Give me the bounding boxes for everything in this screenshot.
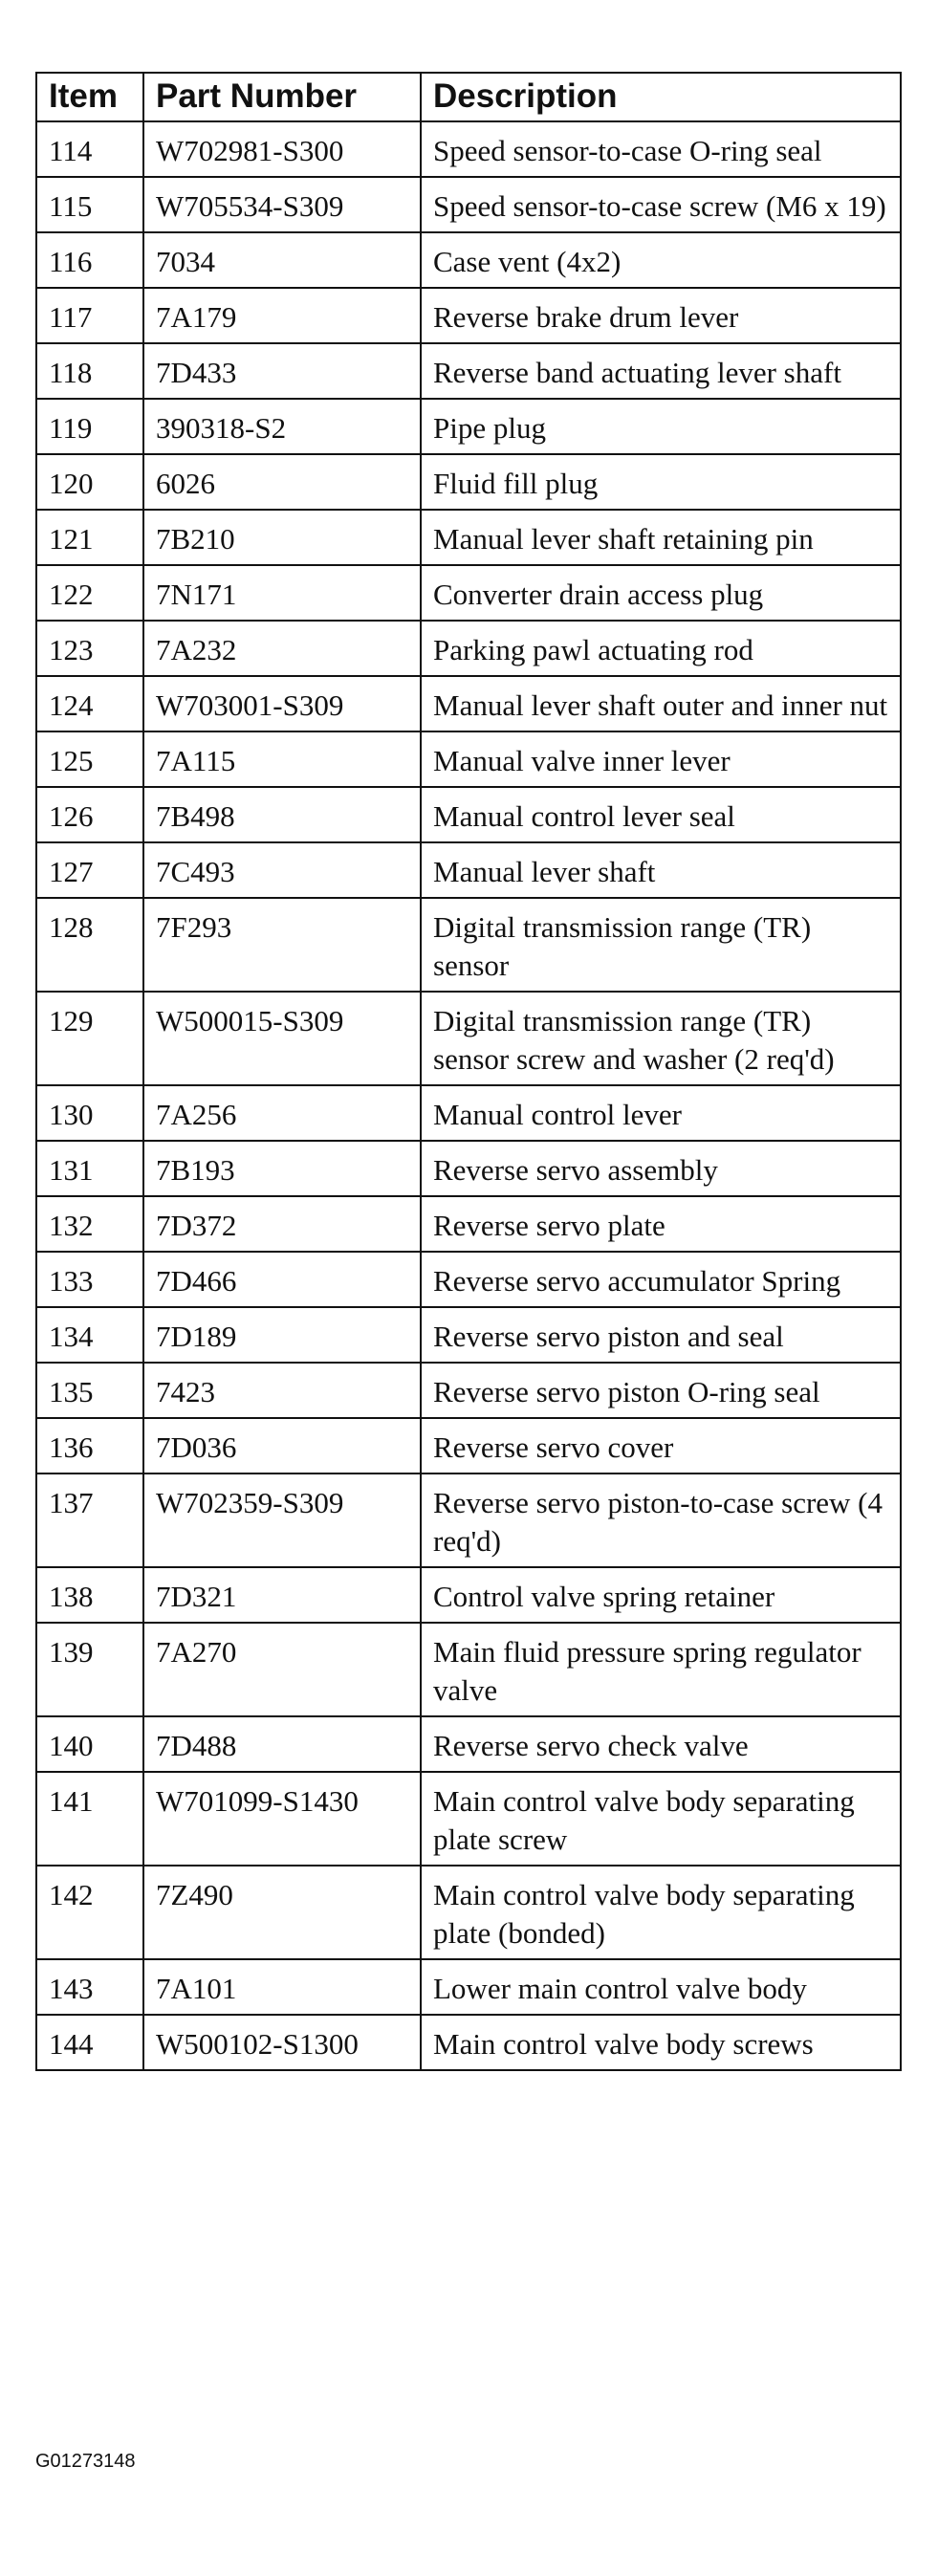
table-row xyxy=(36,565,901,621)
table-row xyxy=(36,1474,901,1567)
item-cell: 138 xyxy=(36,1567,143,1623)
description-cell: Fluid fill plug xyxy=(421,454,901,510)
description-cell: Reverse servo piston O-ring seal xyxy=(421,1363,901,1418)
part-number-cell: 7D321 xyxy=(143,1567,421,1623)
item-cell: 124 xyxy=(36,676,143,731)
table-row xyxy=(36,621,901,676)
table-row xyxy=(36,399,901,454)
item-cell: 118 xyxy=(36,343,143,399)
table-row xyxy=(36,787,901,842)
part-number-cell: 7034 xyxy=(143,232,421,288)
item-cell: 137 xyxy=(36,1474,143,1567)
item-cell: 134 xyxy=(36,1307,143,1363)
description-cell: Manual control lever seal xyxy=(421,787,901,842)
item-cell: 131 xyxy=(36,1141,143,1196)
item-cell: 126 xyxy=(36,787,143,842)
part-number-cell: 7423 xyxy=(143,1363,421,1418)
header-part-number: Part Number xyxy=(143,73,421,121)
item-cell: 125 xyxy=(36,731,143,787)
description-cell: Manual lever shaft outer and inner nut xyxy=(421,676,901,731)
part-number-cell: 7A101 xyxy=(143,1959,421,2015)
description-cell: Reverse servo piston and seal xyxy=(421,1307,901,1363)
part-number-cell: 7B193 xyxy=(143,1141,421,1196)
part-number-cell: W702981-S300 xyxy=(143,121,421,177)
table-row xyxy=(36,992,901,1085)
description-cell: Manual lever shaft xyxy=(421,842,901,898)
item-cell: 114 xyxy=(36,121,143,177)
description-cell: Manual lever shaft retaining pin xyxy=(421,510,901,565)
table-row xyxy=(36,1959,901,2015)
description-cell: Parking pawl actuating rod xyxy=(421,621,901,676)
table-row xyxy=(36,731,901,787)
description-cell: Reverse servo accumulator Spring xyxy=(421,1252,901,1307)
parts-table xyxy=(35,72,902,2071)
item-cell: 132 xyxy=(36,1196,143,1252)
description-cell: Pipe plug xyxy=(421,399,901,454)
description-cell: Lower main control valve body xyxy=(421,1959,901,2015)
table-row xyxy=(36,842,901,898)
part-number-cell: W500015-S309 xyxy=(143,992,421,1085)
table-row xyxy=(36,1866,901,1959)
item-cell: 119 xyxy=(36,399,143,454)
description-cell: Reverse brake drum lever xyxy=(421,288,901,343)
table-row xyxy=(36,1363,901,1418)
item-cell: 115 xyxy=(36,177,143,232)
description-cell: Manual valve inner lever xyxy=(421,731,901,787)
part-number-cell: 7D189 xyxy=(143,1307,421,1363)
table-row xyxy=(36,1141,901,1196)
table-row xyxy=(36,121,901,177)
item-cell: 143 xyxy=(36,1959,143,2015)
header-item: Item xyxy=(36,73,143,121)
part-number-cell: 7D488 xyxy=(143,1716,421,1772)
table-body xyxy=(36,121,901,2070)
part-number-cell: 7D036 xyxy=(143,1418,421,1474)
description-cell: Main control valve body separating plate (bonded) xyxy=(421,1866,901,1959)
table-row xyxy=(36,676,901,731)
table-row xyxy=(36,510,901,565)
table-row xyxy=(36,454,901,510)
description-cell: Speed sensor-to-case screw (M6 x 19) xyxy=(421,177,901,232)
description-cell: Reverse servo plate xyxy=(421,1196,901,1252)
item-cell: 144 xyxy=(36,2015,143,2070)
description-cell: Main control valve body screws xyxy=(421,2015,901,2070)
item-cell: 139 xyxy=(36,1623,143,1716)
item-cell: 129 xyxy=(36,992,143,1085)
item-cell: 135 xyxy=(36,1363,143,1418)
item-cell: 122 xyxy=(36,565,143,621)
table-row xyxy=(36,177,901,232)
part-number-cell: 7A256 xyxy=(143,1085,421,1141)
part-number-cell: 6026 xyxy=(143,454,421,510)
header-description: Description xyxy=(421,73,901,121)
table-row xyxy=(36,288,901,343)
item-cell: 127 xyxy=(36,842,143,898)
table-row xyxy=(36,1418,901,1474)
table-row xyxy=(36,1772,901,1866)
table-row xyxy=(36,343,901,399)
item-cell: 116 xyxy=(36,232,143,288)
part-number-cell: 7D433 xyxy=(143,343,421,399)
description-cell: Reverse servo piston-to-case screw (4 req'd) xyxy=(421,1474,901,1567)
part-number-cell: 7C493 xyxy=(143,842,421,898)
table-row xyxy=(36,1196,901,1252)
description-cell: Manual control lever xyxy=(421,1085,901,1141)
item-cell: 120 xyxy=(36,454,143,510)
description-cell: Digital transmission range (TR) sensor screw and washer (2 req'd) xyxy=(421,992,901,1085)
description-cell: Reverse servo check valve xyxy=(421,1716,901,1772)
table-row xyxy=(36,1623,901,1716)
description-cell: Main fluid pressure spring regulator valve xyxy=(421,1623,901,1716)
part-number-cell: 7N171 xyxy=(143,565,421,621)
part-number-cell: 390318-S2 xyxy=(143,399,421,454)
part-number-cell: 7A270 xyxy=(143,1623,421,1716)
description-cell: Speed sensor-to-case O-ring seal xyxy=(421,121,901,177)
description-cell: Converter drain access plug xyxy=(421,565,901,621)
part-number-cell: W701099-S1430 xyxy=(143,1772,421,1866)
table-row xyxy=(36,1567,901,1623)
description-cell: Main control valve body separating plate screw xyxy=(421,1772,901,1866)
description-cell: Digital transmission range (TR) sensor xyxy=(421,898,901,992)
item-cell: 141 xyxy=(36,1772,143,1866)
part-number-cell: 7A232 xyxy=(143,621,421,676)
description-cell: Reverse servo cover xyxy=(421,1418,901,1474)
table-row xyxy=(36,1252,901,1307)
description-cell: Control valve spring retainer xyxy=(421,1567,901,1623)
table-row xyxy=(36,2015,901,2070)
item-cell: 133 xyxy=(36,1252,143,1307)
part-number-cell: 7B498 xyxy=(143,787,421,842)
item-cell: 123 xyxy=(36,621,143,676)
item-cell: 130 xyxy=(36,1085,143,1141)
item-cell: 140 xyxy=(36,1716,143,1772)
table-row xyxy=(36,898,901,992)
item-cell: 128 xyxy=(36,898,143,992)
table-row xyxy=(36,1085,901,1141)
table-row xyxy=(36,1307,901,1363)
figure-code: G01273148 xyxy=(35,2451,136,2472)
description-cell: Reverse servo assembly xyxy=(421,1141,901,1196)
description-cell: Case vent (4x2) xyxy=(421,232,901,288)
item-cell: 136 xyxy=(36,1418,143,1474)
part-number-cell: W702359-S309 xyxy=(143,1474,421,1567)
item-cell: 121 xyxy=(36,510,143,565)
item-cell: 142 xyxy=(36,1866,143,1959)
part-number-cell: 7D372 xyxy=(143,1196,421,1252)
table-row xyxy=(36,1716,901,1772)
part-number-cell: W500102-S1300 xyxy=(143,2015,421,2070)
description-cell: Reverse band actuating lever shaft xyxy=(421,343,901,399)
part-number-cell: 7A115 xyxy=(143,731,421,787)
part-number-cell: 7D466 xyxy=(143,1252,421,1307)
part-number-cell: 7Z490 xyxy=(143,1866,421,1959)
part-number-cell: W703001-S309 xyxy=(143,676,421,731)
part-number-cell: 7B210 xyxy=(143,510,421,565)
table-row xyxy=(36,232,901,288)
part-number-cell: 7A179 xyxy=(143,288,421,343)
parts-table-container xyxy=(35,72,900,2071)
part-number-cell: W705534-S309 xyxy=(143,177,421,232)
table-header-row xyxy=(36,73,901,121)
item-cell: 117 xyxy=(36,288,143,343)
part-number-cell: 7F293 xyxy=(143,898,421,992)
